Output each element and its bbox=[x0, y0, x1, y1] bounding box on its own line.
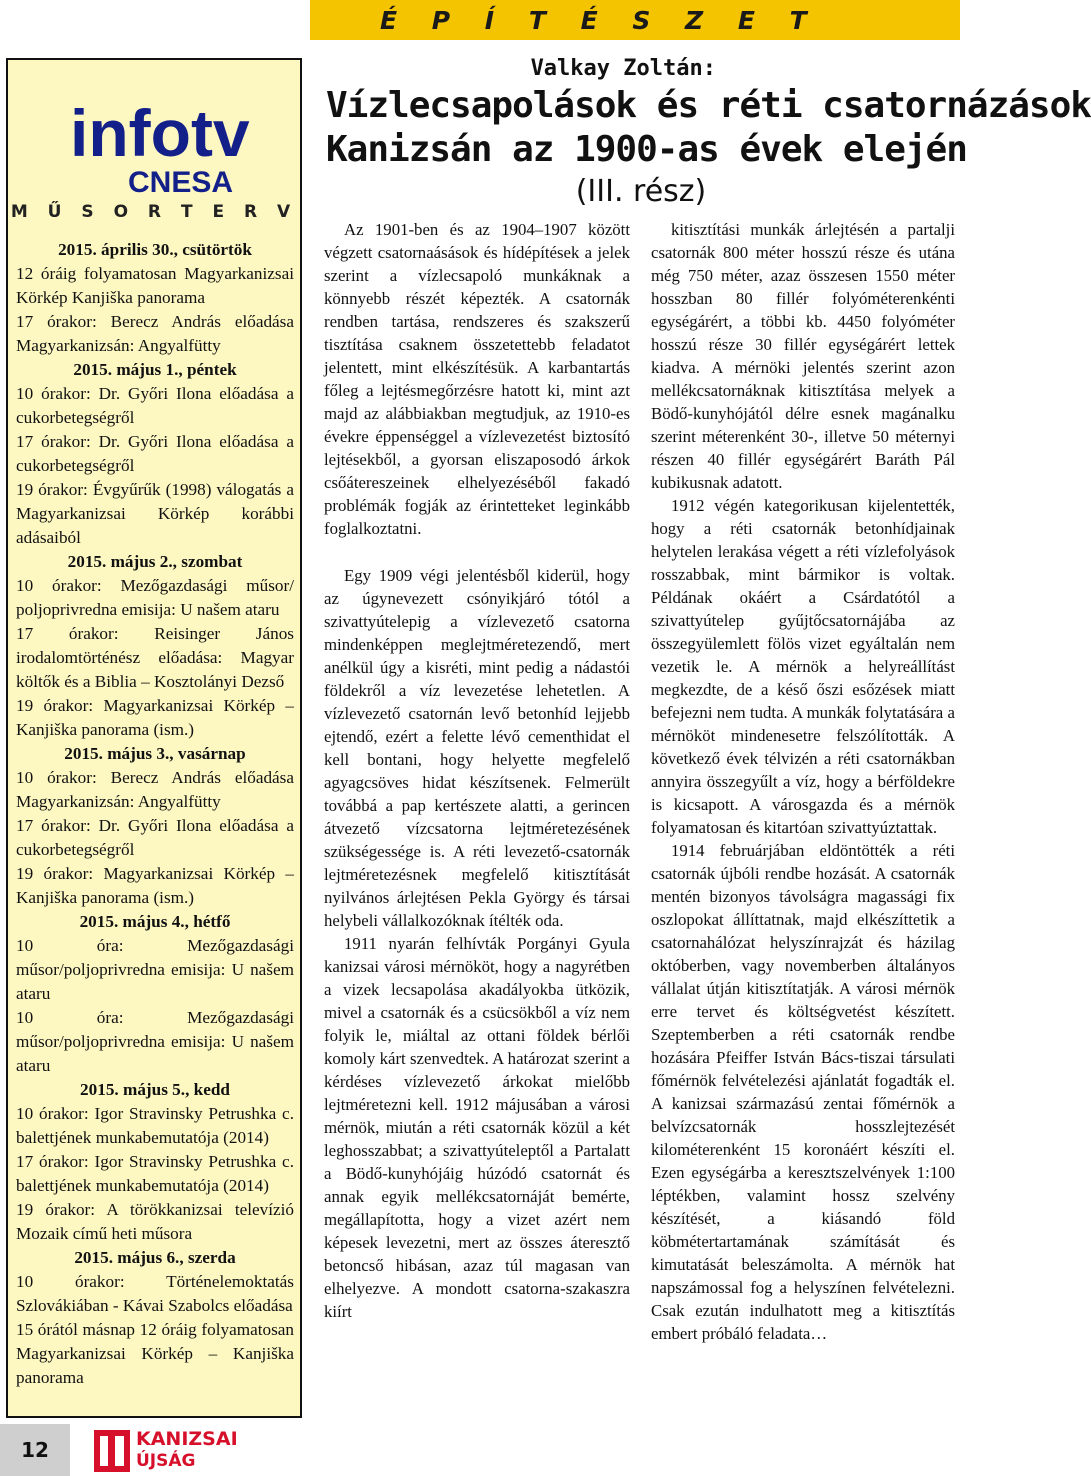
schedule-date: 2015. május 3., vasárnap bbox=[64, 744, 246, 763]
schedule-date: 2015. május 5., kedd bbox=[80, 1080, 230, 1099]
article-paragraph: 1912 végén kategorikusan kijelentették, hogy a réti csatornák betonhídjainak helytelen lerakása végett a réti vízlefolyások rosszabbak, mint bármikor is voltak. Példának okáért a Csárdatótól a szivattyútelep gyűjtőcsatornájába az összegyülemlett fölös vizet egyáltalán nem vezetik le. A mérnök a helyreállítást megkezdte, de a késő őszi esőzések miatt befejezni nem tudta. A munkák folytatására a mérnököt mindenesetre felszólították. A következő évek télvizén a réti csatornákban annyira összegyűlt a víz, hogy a bérföldekre is kicsapott. A városgazda és a mérnök folyamatosan és kitartóan szivattyúztattak. bbox=[651, 496, 955, 837]
schedule-entry: 17 órakor: Reisinger János irodalomtörténész előadása: Magyar költők és a Biblia – Kosztolányi Dezső bbox=[16, 624, 294, 691]
schedule-date: 2015. május 2., szombat bbox=[67, 552, 243, 571]
schedule-entry: 10 órakor: Dr. Győri Ilona előadása a cukorbetegségről bbox=[16, 384, 294, 427]
article-title-part: (III. rész) bbox=[575, 174, 707, 209]
section-label: É P Í T É S Z E T bbox=[380, 6, 820, 35]
schedule-entry: 10 óra: Mezőgazdasági műsor/poljoprivredna emisija: U našem ataru bbox=[16, 936, 294, 1003]
article-paragraph: Az 1901-ben és az 1904–1907 között végzett csatornaásások és hídépítések a jelek szerint a vízlecsapoló munkáknak a könnyebb részét képezték. A csatornák rendben tartása, rendszeres és szakszerű tisztítása csaknem összetettebb feladatot jelentett, mint elkészítésük. A karbantartás főleg a lejtésmegőrzésre hatott ki, mint azt majd az alábbiakban megtudjuk, az 1910-es évekre éppenséggel a vízlevezetést biztosító lejtésekből, a gyorsan eliszaposodó árkok csőátereszeinek elhelyezéséből fakadó problémák fogják az érintetteket leginkább foglalkoztatni. bbox=[324, 220, 630, 538]
svg-text:infotv: infotv bbox=[70, 96, 250, 170]
svg-text:CNESA: CNESA bbox=[128, 166, 234, 199]
schedule-entry: 19 órakor: Évgyűrűk (1998) válogatás a Magyarkanizsai Körkép korábbi adásaiból bbox=[16, 480, 294, 547]
article-author: Valkay Zoltán: bbox=[530, 56, 716, 81]
schedule-date: 2015. május 4., hétfő bbox=[79, 912, 231, 931]
article-title-line-2: Kanizsán az 1900-as évek elején bbox=[326, 129, 967, 170]
schedule-entry: 17 órakor: Dr. Győri Ilona előadása a cukorbetegségről bbox=[16, 432, 294, 475]
schedule-date: 2015. április 30., csütörtök bbox=[58, 240, 252, 259]
schedule-heading: M Ű S O R T E R V bbox=[10, 202, 298, 222]
schedule-entry: 17 órakor: Dr. Győri Ilona előadása a cukorbetegségről bbox=[16, 816, 294, 859]
schedule-entry: 15 órától másnap 12 óráig folyamatosan Magyarkanizsai Körkép – Kanjiška panorama bbox=[16, 1320, 294, 1387]
schedule-entry: 19 órakor: A törökkanizsai televízió Mozaik című heti műsora bbox=[16, 1200, 294, 1243]
tv-schedule-box bbox=[6, 58, 302, 1418]
schedule-list bbox=[16, 238, 294, 1390]
article-column-2 bbox=[651, 218, 955, 1345]
page-number-box bbox=[0, 1424, 70, 1476]
article-column-1 bbox=[324, 218, 630, 1323]
schedule-entry: 10 órakor: Igor Stravinsky Petrushka c. balettjének munkabemutatója (2014) bbox=[16, 1104, 294, 1147]
page-number: 12 bbox=[21, 1438, 49, 1462]
brand-line-2: ÚJSÁG bbox=[136, 1451, 196, 1471]
infotv-logo bbox=[70, 88, 260, 198]
schedule-entry: 19 órakor: Magyarkanizsai Körkép – Kanjiška panorama (ism.) bbox=[16, 696, 294, 739]
article-paragraph: Egy 1909 végi jelentésből kiderül, hogy az úgynevezett csónyikjáró tótól a szivattyútelepig a vízlevezető csatorna mindenképpen meglejtméretezendő, mert anélkül úgy a kisréti, mint pedig a nádastói földekről a víz levezetése lehetetlen. A vízlevezető csatornán levő betonhíd lejjebb ejtendő, ezért a felette lévő cementhidat el kell bontani, hogy helyette megfelelő agyagcsöves hidat készítsenek. Felmerült továbbá a pap kertészete alatti, a gerincen átvezető vízcsatorna lejtméretezésének szükségessége is. A réti levezető-csatornák lejtméretezésnek megfelelő kitisztítását nyilvános árlejtésen Pekla György és társai helybeli vállalkozóknak ítélték oda. bbox=[324, 566, 630, 930]
schedule-entry: 10 órakor: Történelemoktatás Szlovákiában - Kávai Szabolcs előadása bbox=[16, 1272, 294, 1315]
article-paragraph: kitisztítási munkák árlejtésén a partalji csatornák 800 méter hosszú része és utána még 750 méter, azaz összesen 1550 méter hosszban 80 fillér folyóméterenkénti egységárért, a többi kb. 4450 folyóméter hosszú része 30 fillér egységárért lettek kiadva. A mérnöki jelentés szerint azon mellékcsatornáknak kitisztítása melyek a Bödő-kunyhójától délre esnek magánalku szerint méterenként 30-, illetve 50 méternyi részen 40 fillér egységárért Baráth Pál kubikusnak adatott. bbox=[651, 220, 955, 492]
schedule-entry: 17 órakor: Igor Stravinsky Petrushka c. balettjének munkabemutatója (2014) bbox=[16, 1152, 294, 1195]
schedule-entry: 10 óra: Mezőgazdasági műsor/poljoprivredna emisija: U našem ataru bbox=[16, 1008, 294, 1075]
article-paragraph: 1914 februárjában eldöntötték a réti csatornák újbóli rendbe hozását. A csatornák mentén bizonyos távolságra magassági fix oszlopokat állíttatnak, majd elkészíttetik a csatornahálózat helyszínrajzát és házilag októberben, vagy novemberben általányos vállalat útján kitisztítatják. A városi mérnök erre tervet és költségvetést készített. Szeptemberben a réti csatornák rendbe hozására Pfeiffer István Bács-tiszai társulati főmérnök felvételezési ajánlatát fogadták el. A kanizsai származású zentai főmérnök a belvízcsatornák hosszlejtezését kilométerenként 15 koronáért készíti el. Ezen egységárba a keresztszelvények 1:100 léptékben, valamint hossz szelvény készítését, a kiásandó föld köbmétertartamának számítását és kimutatását beleszámolta. A mérnök hat napszámossal fog a helyszínen felvételezni. Csak ezután indulhatott meg a kitisztítás embert próbáló feladata… bbox=[651, 841, 955, 1343]
schedule-entry: 10 órakor: Berecz András előadása Magyarkanizsán: Angyalfütty bbox=[16, 768, 294, 811]
schedule-entry: 12 óráig folyamatosan Magyarkanizsai Körkép Kanjiška panorama bbox=[16, 264, 294, 307]
article-paragraph: 1911 nyarán felhívták Porgányi Gyula kanizsai városi mérnököt, hogy a nagyrétben a vizek lecsapolása akadályokba ütközik, mivel a csatornák és a csücsökből a víz nem folyik le, miáltal az ottani földek bérlői komoly kárt szenvedtek. A határozat szerint a kérdéses vízlevezető árkokat mielőbb lejtméretezni kell. 1912 májusában a városi mérnök, miután a réti csatornák közül a két leghosszabbat; a szivattyúteleptől a Partalatt a Bödő-kunyhójáig húzódó csatornát és annak egyik mellékcsatornáját bemérte, megállapította, hogy a vizet azért nem képesek levezetni, mert az összes áteresztő betoncső hibásan, azaz túl magasan van elhelyezve. A mondott csatorna-szakaszra kiírt bbox=[324, 934, 630, 1321]
schedule-entry: 17 órakor: Berecz András előadása Magyarkanizsán: Angyalfütty bbox=[16, 312, 294, 355]
schedule-date: 2015. május 6., szerda bbox=[74, 1248, 236, 1267]
brand-line-1: KANIZSAI bbox=[136, 1428, 238, 1450]
schedule-entry: 10 órakor: Mezőgazdasági műsor/ poljoprivredna emisija: U našem ataru bbox=[16, 576, 294, 619]
article-title-line-1: Vízlecsapolások és réti csatornázások bbox=[326, 85, 1091, 126]
schedule-entry: 19 órakor: Magyarkanizsai Körkép – Kanjiška panorama (ism.) bbox=[16, 864, 294, 907]
schedule-date: 2015. május 1., péntek bbox=[73, 360, 237, 379]
